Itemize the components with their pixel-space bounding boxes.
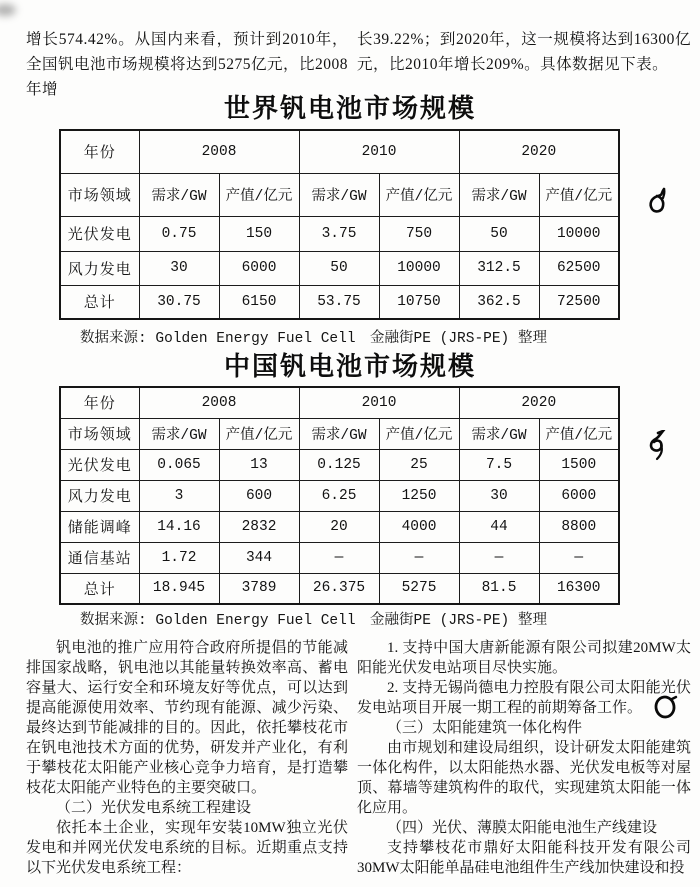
data-cell: —: [459, 542, 539, 573]
year-header-cell: 2020: [459, 387, 619, 418]
data-cell: 3: [139, 480, 219, 511]
subheader-cell: 产值/亿元: [219, 418, 299, 449]
data-cell: 7.5: [459, 449, 539, 480]
corner-field-cell: 市场领域: [60, 418, 139, 449]
row-label-cell: 总计: [60, 573, 139, 604]
data-cell: 81.5: [459, 573, 539, 604]
subheader-cell: 产值/亿元: [219, 173, 299, 216]
corner-year-cell: 年份: [60, 130, 139, 173]
data-cell: 44: [459, 511, 539, 542]
data-cell: 72500: [539, 285, 619, 319]
table-row: [60, 418, 619, 449]
subheader-cell: 产值/亿元: [539, 418, 619, 449]
data-cell: 3789: [219, 573, 299, 604]
data-cell: 1250: [379, 480, 459, 511]
table-row: [60, 511, 619, 542]
table-row: [60, 573, 619, 604]
data-cell: 4000: [379, 511, 459, 542]
data-cell: 750: [379, 216, 459, 251]
row-label-cell: 总计: [60, 285, 139, 319]
data-cell: —: [299, 542, 379, 573]
year-header-cell: 2008: [139, 130, 299, 173]
body-left-column: [26, 638, 348, 878]
data-cell: —: [539, 542, 619, 573]
table-row: [60, 130, 619, 173]
data-cell: 20: [299, 511, 379, 542]
corner-field-cell: 市场领域: [60, 173, 139, 216]
paragraph: （三）太阳能建筑一体化构件: [387, 720, 583, 736]
ink-circle-icon: [652, 693, 680, 721]
subheader-cell: 需求/GW: [299, 418, 379, 449]
world-table-source: 数据来源: Golden Energy Fuel Cell 金融街PE (JRS-PE) 整理: [80, 331, 547, 347]
data-cell: 30: [139, 251, 219, 285]
table-row: [60, 449, 619, 480]
year-header-cell: 2020: [459, 130, 619, 173]
data-cell: 3.75: [299, 216, 379, 251]
world-table-title: 世界钒电池市场规模: [223, 93, 476, 123]
paragraph: 2. 支持无锡尚德电力控股有限公司太阳能光伏发电站项目开展一期工程的前期筹备工作。: [357, 680, 691, 716]
intro-text-right-column: 长39.22%；到2020年，这一规模将达到16300亿元，比2010年增长209%。具体数据见下表。: [357, 31, 691, 73]
ink-squiggle-icon: [645, 186, 671, 218]
data-cell: 312.5: [459, 251, 539, 285]
subheader-cell: 产值/亿元: [379, 418, 459, 449]
row-label-cell: 光伏发电: [60, 449, 139, 480]
year-header-cell: 2010: [299, 130, 459, 173]
subheader-cell: 产值/亿元: [539, 173, 619, 216]
table-row: [60, 251, 619, 285]
row-label-cell: 储能调峰: [60, 511, 139, 542]
subheader-cell: 需求/GW: [139, 418, 219, 449]
data-cell: 25: [379, 449, 459, 480]
scan-smudge: [0, 4, 16, 16]
data-cell: 26.375: [299, 573, 379, 604]
data-cell: 150: [219, 216, 299, 251]
corner-year-cell: 年份: [60, 387, 139, 418]
data-cell: 6000: [219, 251, 299, 285]
data-cell: 2832: [219, 511, 299, 542]
data-cell: 1500: [539, 449, 619, 480]
data-cell: 30: [459, 480, 539, 511]
data-cell: 16300: [539, 573, 619, 604]
paragraph: （四）光伏、薄膜太阳能电池生产线建设: [387, 820, 658, 836]
subheader-cell: 需求/GW: [459, 173, 539, 216]
ink-squiggle-icon: [645, 430, 671, 464]
year-header-cell: 2008: [139, 387, 299, 418]
data-cell: 10000: [379, 251, 459, 285]
data-cell: 10000: [539, 216, 619, 251]
table-row: [60, 387, 619, 418]
intro-text-left-column: 增长574.42%。从国内来看，预计到2010年，全国钒电池市场规模将达到5275亿元，比2008年增: [26, 31, 349, 98]
china-market-table: [59, 386, 620, 605]
data-cell: 5275: [379, 573, 459, 604]
data-cell: 362.5: [459, 285, 539, 319]
subheader-cell: 需求/GW: [459, 418, 539, 449]
data-cell: 1.72: [139, 542, 219, 573]
subheader-cell: 产值/亿元: [379, 173, 459, 216]
china-table-source: 数据来源: Golden Energy Fuel Cell 金融街PE (JRS-PE) 整理: [80, 613, 547, 629]
year-header-cell: 2010: [299, 387, 459, 418]
data-cell: 53.75: [299, 285, 379, 319]
paragraph: （二）光伏发电系统工程建设: [56, 800, 252, 816]
table-row: [60, 216, 619, 251]
data-cell: 13: [219, 449, 299, 480]
row-label-cell: 风力发电: [60, 251, 139, 285]
data-cell: 600: [219, 480, 299, 511]
data-cell: 6150: [219, 285, 299, 319]
data-cell: —: [379, 542, 459, 573]
paragraph: 1. 支持中国大唐新能源有限公司拟建20MW太阳能光伏发电站项目尽快实施。: [357, 640, 691, 676]
data-cell: 14.16: [139, 511, 219, 542]
paragraph: 由市规划和建设局组织，设计研发太阳能建筑一体化构件，以太阳能热水器、光伏发电板等对屋顶、幕墙等建筑构件的取代，实现建筑太阳能一体化应用。: [357, 740, 691, 816]
paragraph: 支持攀枝花市鼎好太阳能科技开发有限公司30MW太阳能单晶硅电池组件生产线加快建设和投: [357, 840, 691, 876]
data-cell: 18.945: [139, 573, 219, 604]
table-row: [60, 285, 619, 319]
row-label-cell: 风力发电: [60, 480, 139, 511]
body-right-column: [357, 638, 691, 878]
data-cell: 30.75: [139, 285, 219, 319]
subheader-cell: 需求/GW: [299, 173, 379, 216]
data-cell: 10750: [379, 285, 459, 319]
table-row: [60, 542, 619, 573]
world-market-table: [59, 129, 620, 320]
row-label-cell: 通信基站: [60, 542, 139, 573]
row-label-cell: 光伏发电: [60, 216, 139, 251]
china-table-title: 中国钒电池市场规模: [223, 351, 476, 381]
paragraph: 钒电池的推广应用符合政府所提倡的节能减排国家战略，钒电池以其能量转换效率高、蓄电容量大、运行安全和环境友好等优点，可以达到提高能源使用效率、节约现有能源、减少污染、最终达到节能减排的目的。因此，依托攀枝花市在钒电池技术方面的优势，研发并产业化，有利于攀枝花太阳能产业核心竞争力培育，是打造攀枝花太阳能产业特色的主要突破口。: [26, 640, 348, 796]
paragraph: 依托本土企业，实现年安装10MW独立光伏发电和并网光伏发电系统的目标。近期重点支持以下光伏发电系统工程：: [26, 820, 348, 876]
data-cell: 50: [459, 216, 539, 251]
data-cell: 6.25: [299, 480, 379, 511]
table-row: [60, 173, 619, 216]
table-row: [60, 480, 619, 511]
data-cell: 0.75: [139, 216, 219, 251]
data-cell: 6000: [539, 480, 619, 511]
data-cell: 0.065: [139, 449, 219, 480]
subheader-cell: 需求/GW: [139, 173, 219, 216]
data-cell: 62500: [539, 251, 619, 285]
data-cell: 0.125: [299, 449, 379, 480]
data-cell: 50: [299, 251, 379, 285]
data-cell: 8800: [539, 511, 619, 542]
data-cell: 344: [219, 542, 299, 573]
